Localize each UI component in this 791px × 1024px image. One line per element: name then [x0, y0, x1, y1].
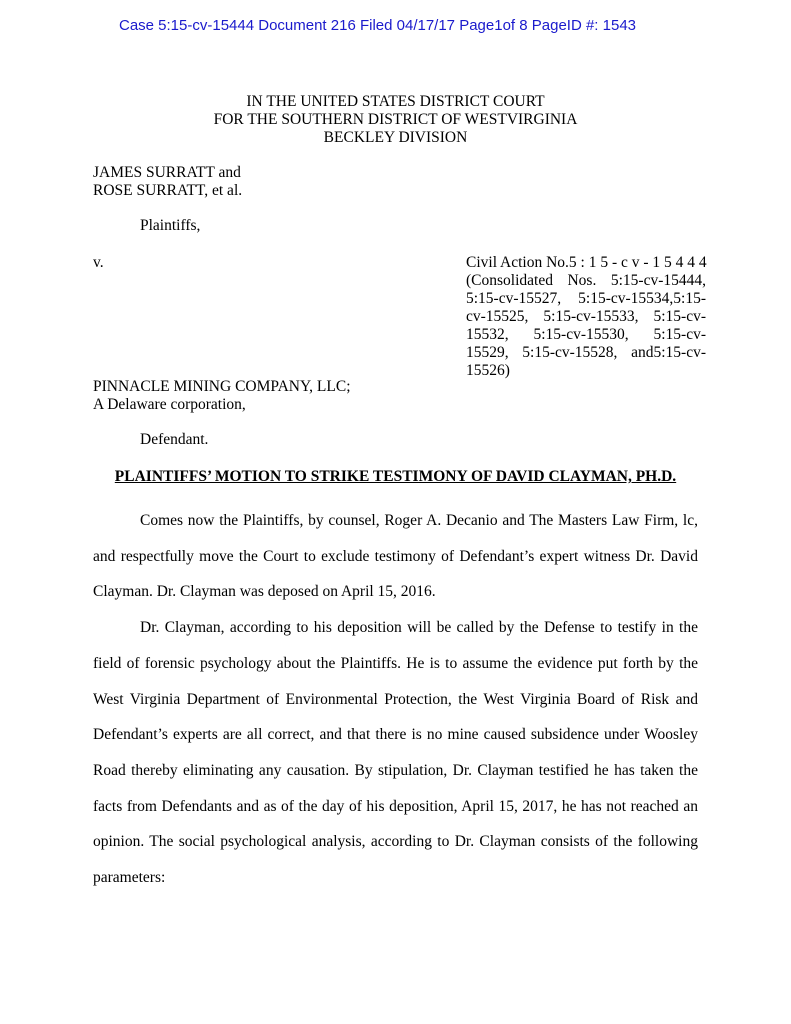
- plaintiff-name-line-2: ROSE SURRATT, et al.: [93, 182, 243, 199]
- court-division-line: BECKLEY DIVISION: [323, 129, 468, 146]
- defendant-role-label: Defendant.: [140, 431, 209, 448]
- motion-title: PLAINTIFFS’ MOTION TO STRIKE TESTIMONY OF DAVID CLAYMAN, PH.D.: [114, 468, 677, 485]
- case-header-stamp: Case 5:15-cv-15444 Document 216 Filed 04/17/17 Page1of 8 PageID #: 1543: [118, 17, 637, 34]
- court-heading: [0, 93, 791, 147]
- court-district-line: FOR THE SOUTHERN DISTRICT OF WESTVIRGINIA: [213, 111, 578, 128]
- civil-action-block: [466, 254, 706, 380]
- motion-body: [93, 503, 698, 896]
- body-paragraph-2: Dr. Clayman, according to his deposition will be called by the Defense to testify in the field of forensic psychology about the Plaintiffs. He is to assume the evidence put forth by the West Virginia Department of Environmental Protection, the West Virginia Board of Risk and Defendant’s experts are all correct, and that there is no mine caused subsidence under Woosley Road thereby eliminating any causation. By stipulation, Dr. Clayman testified he has taken the facts from Defendants and as of the day of his deposition, April 15, 2017, he has not reached an opinion. The social psychological analysis, according to Dr. Clayman consists of the following parameters:: [93, 619, 698, 887]
- consolidated-case-numbers: (Consolidated Nos. 5:15-cv-15444, 5:15-cv-15527, 5:15-cv-15534,5:15-cv-15525, 5:15-cv-15533, 5:15-cv-15532, 5:15-cv-15530, 5:15-cv-15529, 5:15-cv-15528, and5:15-cv-15526): [466, 272, 706, 379]
- plaintiff-name-line-1: JAMES SURRATT and: [93, 164, 241, 181]
- defendant-name-line-1: PINNACLE MINING COMPANY, LLC;: [93, 378, 351, 395]
- civil-action-number: Civil Action No.5 : 1 5 - c v - 1 5 4 4 4: [466, 254, 707, 271]
- plaintiffs-role-label: Plaintiffs,: [140, 217, 201, 234]
- body-paragraph-1: Comes now the Plaintiffs, by counsel, Roger A. Decanio and The Masters Law Firm, lc, and respectfully move the Court to exclude testimony of Defendant’s expert witness Dr. David Clayman. Dr. Clayman was deposed on April 15, 2016.: [93, 512, 698, 601]
- court-name-line: IN THE UNITED STATES DISTRICT COURT: [246, 93, 545, 110]
- plaintiff-names: [93, 164, 242, 200]
- defendant-names: [93, 378, 351, 414]
- versus-label: v.: [93, 254, 104, 271]
- defendant-name-line-2: A Delaware corporation,: [93, 396, 246, 413]
